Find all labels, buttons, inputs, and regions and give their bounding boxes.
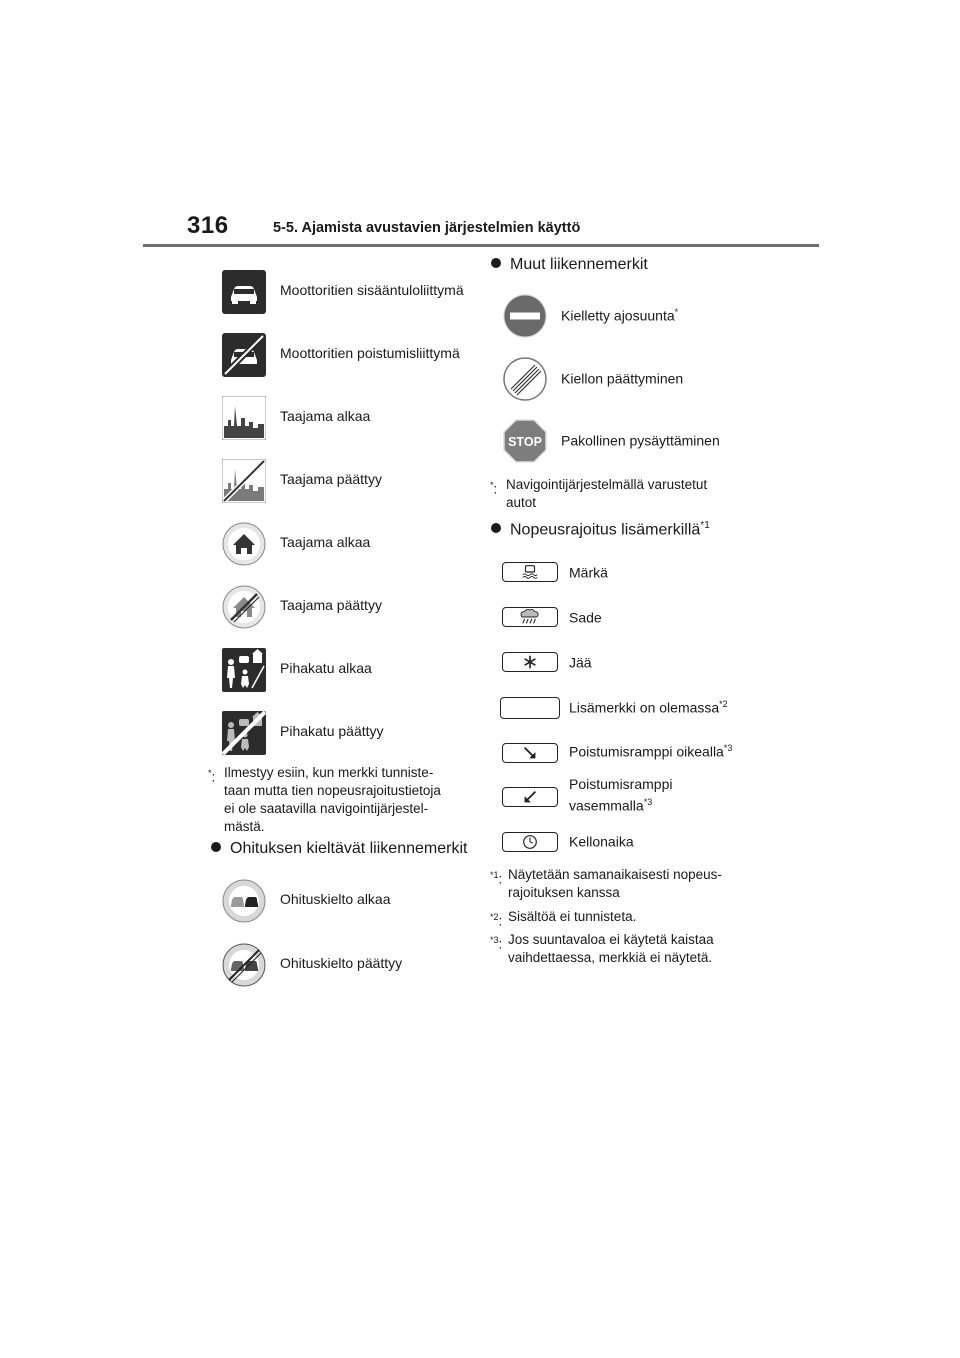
footnote-line: rajoituksen kanssa	[508, 885, 620, 900]
page-number: 316	[187, 212, 229, 239]
other-signs-heading	[491, 256, 648, 274]
no-overtaking-end-sign-icon	[222, 943, 266, 987]
footnote-separator: :	[498, 871, 503, 887]
footnote-ref: *3	[643, 797, 653, 807]
heading-text: Muut liikennemerkit	[510, 256, 648, 273]
footnote-line: Navigointijärjestelmällä varustetut	[506, 477, 708, 492]
footnote-separator: :	[498, 913, 503, 929]
footnote-line: Jos suuntavaloa ei käytetä kaistaa	[508, 932, 714, 947]
town-end-sign-icon	[222, 459, 266, 503]
sign-label: Pihakatu alkaa	[280, 660, 372, 676]
footnote-line: mästä.	[224, 819, 265, 834]
overtaking-heading	[211, 840, 467, 858]
footnote-line: Näytetään samanaikaisesti nopeus-	[508, 867, 722, 882]
bullet-icon	[211, 842, 221, 852]
sign-label: Ohituskielto päättyy	[280, 955, 403, 971]
footnote-1	[490, 866, 760, 902]
stop-sign-icon	[503, 419, 547, 463]
label-text: Pakollinen pysäyttäminen	[561, 432, 720, 449]
label-text: Kielletty ajosuunta	[561, 307, 675, 324]
clock-plate-icon	[502, 832, 558, 852]
footnote-line: autot	[506, 495, 537, 510]
label-text: Poistumisramppi oikealla	[569, 743, 724, 760]
ice-plate-icon	[502, 652, 558, 672]
footnote-mark: *3	[490, 935, 499, 945]
end-of-restrictions-sign-icon	[503, 357, 547, 401]
blank-plate-icon	[500, 697, 560, 719]
footnote-line: taan mutta tien nopeusrajoitustietoja	[224, 783, 441, 798]
stop-sign-text: STOP	[508, 435, 542, 449]
sign-label: Taajama päättyy	[280, 471, 382, 487]
header-divider	[143, 244, 819, 247]
label-text: Jää	[569, 654, 592, 671]
heading-text: Ohituksen kieltävät liikennemerkit	[230, 840, 468, 857]
footnote-ref: *	[674, 307, 679, 317]
sign-label	[561, 307, 678, 324]
plate-label	[569, 654, 592, 671]
footnote-separator: :	[493, 481, 498, 497]
town-start-sign-icon	[222, 396, 266, 440]
label-text: Kellonaika	[569, 833, 634, 850]
exit-right-plate-icon	[502, 743, 558, 763]
footnote-separator: :	[498, 936, 503, 952]
living-street-end-sign-icon	[222, 711, 266, 755]
sign-label	[561, 370, 683, 387]
bullet-icon	[491, 258, 501, 268]
footnote-ref: *3	[723, 743, 733, 753]
footnote-line: ei ole saatavilla navigointijärjestel-	[224, 801, 429, 816]
right-footnote	[490, 476, 750, 512]
exit-left-plate-icon	[502, 787, 558, 807]
label-text: Kiellon päättyminen	[561, 370, 684, 387]
sign-label: Ohituskielto alkaa	[280, 891, 391, 907]
speed-limit-heading	[491, 520, 710, 539]
label-text: vasemmalla	[569, 797, 644, 814]
footnote-line: Sisältöä ei tunnisteta.	[508, 909, 637, 924]
bullet-icon	[491, 523, 501, 533]
section-title: 5-5. Ajamista avustavien järjestelmien käyttö	[273, 220, 581, 236]
sign-label: Pihakatu päättyy	[280, 723, 384, 739]
plate-label-line2	[569, 797, 652, 814]
footnote-mark: *	[490, 480, 494, 490]
heading-text: Nopeusrajoitus lisämerkillä	[510, 521, 701, 539]
footnote-2	[490, 908, 760, 931]
motorway-entrance-sign-icon	[222, 270, 266, 314]
plate-label	[569, 699, 728, 716]
left-footnote	[208, 764, 464, 836]
footnote-mark: *	[208, 768, 212, 778]
sign-label	[561, 432, 720, 449]
plate-label	[569, 609, 602, 626]
sign-label: Moottoritien poistumisliittymä	[280, 345, 460, 361]
no-entry-sign-icon	[503, 294, 547, 338]
footnote-3	[490, 931, 760, 967]
label-text: Sade	[569, 609, 602, 626]
footnote-ref: *2	[719, 699, 728, 709]
motorway-exit-sign-icon	[222, 333, 266, 377]
town-end-round-sign-icon	[222, 585, 266, 629]
sign-label: Taajama alkaa	[280, 534, 371, 550]
no-overtaking-sign-icon	[222, 879, 266, 923]
footnote-separator: :	[211, 769, 216, 785]
label-text: Märkä	[569, 564, 608, 581]
plate-label	[569, 743, 732, 760]
plate-label	[569, 564, 608, 581]
sign-label: Moottoritien sisääntuloliittymä	[280, 282, 464, 298]
sign-label: Taajama alkaa	[280, 408, 371, 424]
plate-label-line1: Poistumisramppi	[569, 776, 673, 792]
footnote-ref: *1	[700, 520, 710, 531]
plate-label	[569, 833, 634, 850]
town-start-round-sign-icon	[222, 522, 266, 566]
wet-road-plate-icon	[502, 562, 558, 582]
living-street-start-sign-icon	[222, 648, 266, 692]
footnote-mark: *2	[490, 912, 499, 922]
rain-plate-icon	[502, 607, 558, 627]
sign-label: Taajama päättyy	[280, 597, 382, 613]
label-text: Lisämerkki on olemassa	[569, 699, 720, 716]
footnote-mark: *1	[490, 870, 499, 880]
footnote-line: Ilmestyy esiin, kun merkki tunniste-	[224, 765, 434, 780]
footnote-line: vaihdettaessa, merkkiä ei näytetä.	[508, 950, 713, 965]
